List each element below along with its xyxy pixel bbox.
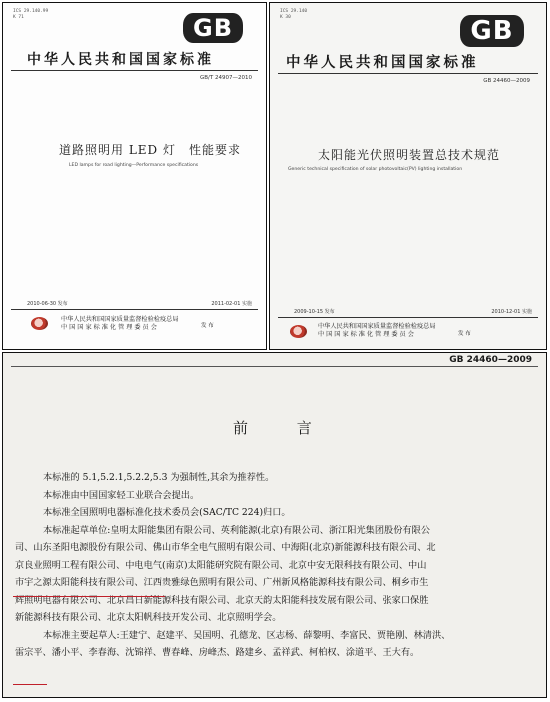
header-rule: [11, 366, 538, 367]
implementation-date: 2010-12-01 实施: [491, 309, 532, 315]
preface-line: 本标准起草单位:皇明太阳能集团有限公司、英利能源(北京)有限公司、浙江阳光集团股份有限公: [43, 524, 430, 536]
footer-rule: [11, 309, 258, 310]
preface-line: 雷宗平、潘小平、李春海、沈锦祥、曹春峰、房峰杰、路建乡、孟祥武、柯柏权、涂道平、王大有。: [15, 647, 420, 658]
preface-body: [15, 469, 537, 662]
standard-title-en: LED lamps for road lighting—Performance specifications: [69, 163, 199, 168]
preface-line: 本标准主要起草人:王建宁、赵建平、吴国明、孔德龙、区志杨、薛黎明、李富民、贾艳刚、林清洪、: [43, 629, 451, 641]
header-standard-number: GB 24460—2009: [449, 355, 532, 365]
highlight-underline: [13, 684, 47, 685]
standard-title-en: Generic technical specification of solar photovoltaic(PV) lighting installation: [288, 167, 463, 172]
standard-title-cn: 太阳能光伏照明装置总技术规范: [318, 148, 501, 162]
preface-line: 京良业照明工程有限公司、中电电气(南京)太阳能研究院有限公司、北京中安无限科技有限公司、中山: [15, 559, 427, 571]
standard-number: GB/T 24907—2010: [200, 75, 252, 81]
ics-code: ICS 29.140 K 30: [280, 9, 308, 20]
header-rule: [278, 73, 538, 74]
cover-gb-24460: [269, 2, 547, 350]
ics-code: ICS 29.140.99 K 71: [13, 9, 49, 20]
header-rule: [11, 70, 258, 71]
release-label: 发 布: [458, 331, 471, 337]
national-standard-title: 中华人民共和国国家标准: [27, 52, 214, 68]
national-standard-title: 中华人民共和国国家标准: [286, 54, 479, 71]
standard-number: GB 24460—2009: [483, 78, 530, 84]
aqsiq-emblem-icon: [31, 317, 48, 330]
release-label: 发 布: [201, 323, 214, 329]
preface-line: 市宇之源太阳能科技有限公司、江西贵雅绿色照明有限公司、广州新风格能源科技有限公司、桐乡市生: [15, 577, 429, 588]
preface-line: 本标准由中国国家轻工业联合会提出。: [43, 489, 200, 501]
gb-logo: GB: [183, 13, 243, 43]
preface-line: 辉照明电器有限公司、北京昌日新能源科技有限公司、北京天韵太阳能科技发展有限公司、张家口保胜: [15, 594, 429, 606]
preface-line: 司、山东圣阳电源股份有限公司、佛山市华全电气照明有限公司、中海阳(北京)新能源科技有限公司、北: [15, 542, 436, 553]
implementation-date: 2011-02-01 实施: [211, 301, 252, 307]
preface-heading: 前 言: [233, 419, 334, 437]
standard-title-cn: 道路照明用 LED 灯 性能要求: [59, 143, 241, 157]
cover-gb-t-24907: [2, 2, 267, 350]
highlight-underline: [13, 596, 165, 597]
aqsiq-emblem-icon: [290, 325, 307, 338]
gb-logo: GB: [460, 15, 524, 47]
preface-line: 本标准全国照明电器标准化技术委员会(SAC/TC 224)归口。: [43, 507, 291, 518]
preface-line: 本标准的 5.1,5.2.1,5.2.2,5.3 为强制性,其余为推荐性。: [43, 472, 275, 483]
preface-line: 新能源科技有限公司、北京太阳帆科技开发公司、北京照明学会。: [15, 612, 282, 623]
issue-date: 2009-10-15 发布: [294, 309, 335, 315]
preface-page: [2, 352, 547, 698]
issuer: 中华人民共和国国家质量监督检验检疫总局 中 国 国 家 标 准 化 管 理 委 员 会: [61, 316, 179, 331]
issuer: 中华人民共和国国家质量监督检验检疫总局 中 国 国 家 标 准 化 管 理 委 员 会: [318, 323, 436, 338]
footer-rule: [278, 317, 538, 318]
issue-date: 2010-06-30 发布: [27, 301, 68, 307]
